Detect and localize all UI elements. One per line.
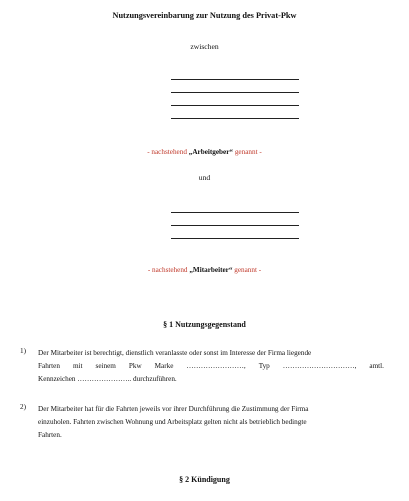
- paragraph-1: [38, 347, 384, 386]
- paragraph-2-line-2: einzuholen. Fahrten zwischen Wohnung und Arbeitsplatz gelten nicht als betrieblich bedingte: [38, 418, 307, 426]
- paragraph-1-line-3: Kennzeichen ………………….. durchzuführen.: [38, 375, 177, 383]
- p1-word: amtl.: [369, 362, 384, 370]
- employer-city-line[interactable]: [171, 118, 299, 119]
- section-1-heading: § 1 Nutzungsgegenstand: [163, 320, 246, 329]
- vehicle-type-blank[interactable]: …………………………,: [282, 362, 357, 370]
- employer-note-suffix: genannt -: [233, 148, 262, 156]
- section-2-heading: § 2 Kündigung: [179, 475, 230, 484]
- employer-address-line[interactable]: [171, 105, 299, 106]
- p1-word: Typ: [258, 362, 270, 370]
- employee-note-term: „Mitarbeiter“: [189, 266, 233, 274]
- p1-word: Fahrten: [38, 362, 60, 370]
- paragraph-1-line-1-text: Der Mitarbeiter ist berechtigt, dienstlich veranlasste oder sonst im Interesse der Firma liegende: [38, 349, 312, 357]
- paragraph-1-number: 1): [20, 347, 26, 355]
- employee-note-prefix: - nachstehend: [147, 266, 190, 274]
- paragraph-2-number: 2): [20, 403, 26, 411]
- employer-note-prefix: - nachstehend: [147, 148, 189, 156]
- paragraph-2: [38, 403, 384, 442]
- employer-name-line[interactable]: [171, 79, 299, 80]
- p1-word: Marke: [154, 362, 174, 370]
- employee-note-suffix: genannt -: [232, 266, 262, 274]
- document-title: Nutzungsvereinbarung zur Nutzung des Privat-Pkw: [112, 11, 297, 20]
- employer-note: [0, 148, 409, 156]
- between-label: zwischen: [190, 42, 219, 51]
- employer-note-term: „Arbeitgeber“: [188, 148, 234, 156]
- employee-address-line[interactable]: [171, 225, 299, 226]
- employee-note: [0, 266, 409, 274]
- employee-name-line[interactable]: [171, 212, 299, 213]
- vehicle-brand-blank[interactable]: ……………………,: [186, 362, 246, 370]
- employer-representative-line[interactable]: [171, 92, 299, 93]
- paragraph-1-line-1: [38, 347, 384, 360]
- p1-word: mit: [72, 362, 83, 370]
- p1-word: seinem: [95, 362, 116, 370]
- employee-city-line[interactable]: [171, 238, 299, 239]
- paragraph-2-line-3: Fahrten.: [38, 431, 62, 439]
- and-label: und: [198, 173, 211, 182]
- p1-word: Pkw: [128, 362, 142, 370]
- paragraph-2-line-1: Der Mitarbeiter hat für die Fahrten jeweils vor ihrer Durchführung die Zustimmung der Firma: [38, 405, 309, 413]
- paragraph-1-line-2: [38, 360, 384, 373]
